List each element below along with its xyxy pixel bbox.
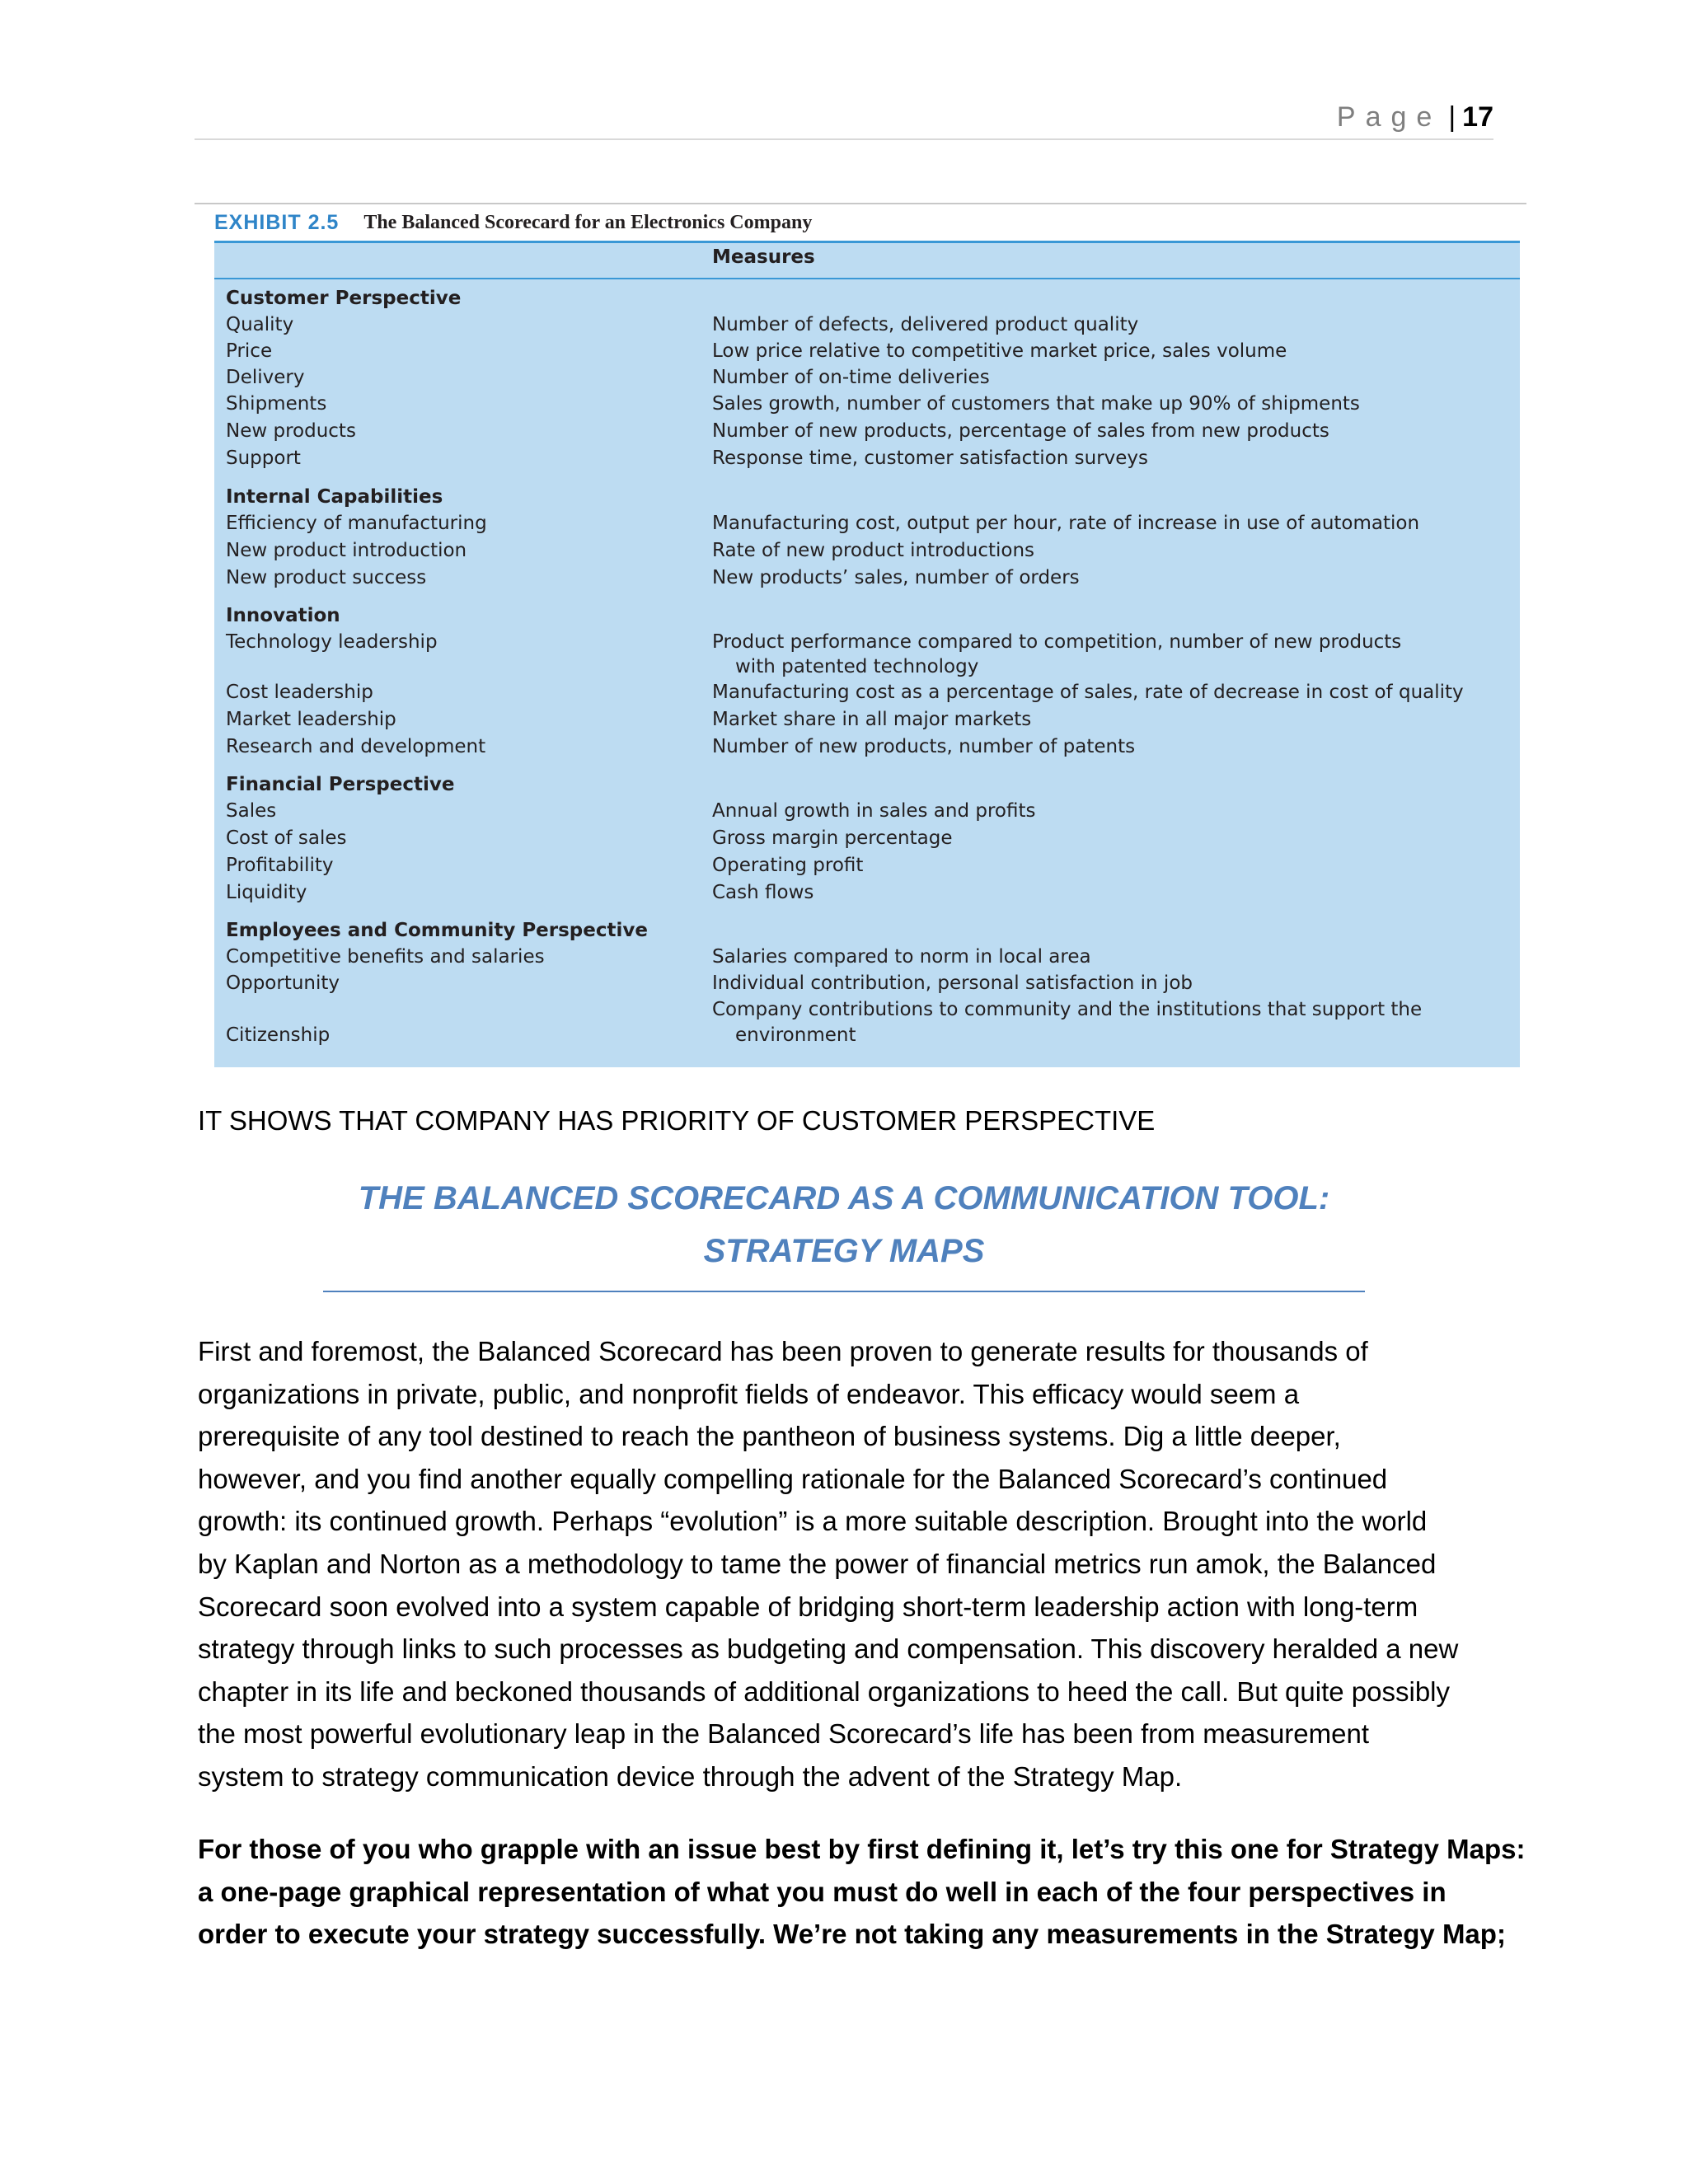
paragraph-line: system to strategy communication device through the advent of the Strategy Map. (198, 1760, 1183, 1792)
section-title: Financial Perspective (226, 774, 455, 795)
paragraph-line: organizations in private, public, and nonprofit fields of endeavor. This efficacy would seem a (198, 1378, 1300, 1409)
table-measure: Company contributions to community and the institutions that support the (712, 999, 1423, 1020)
table-measure: New products’ sales, number of orders (712, 567, 1080, 588)
table-measure: Manufacturing cost as a percentage of sales, rate of decrease in cost of quality (712, 682, 1464, 703)
paragraph-line: Scorecard soon evolved into a system capable of bridging short-term leadership action with long-term (198, 1591, 1418, 1622)
section-heading (323, 1172, 1365, 1277)
section-title: Customer Perspective (226, 288, 462, 309)
exhibit-note: IT SHOWS THAT COMPANY HAS PRIORITY OF CUSTOMER PERSPECTIVE (198, 1105, 1156, 1136)
table-measure: Gross margin percentage (712, 827, 953, 849)
paragraph-line: growth: its continued growth. Perhaps “evolution” is a more suitable description. Brought into the world (198, 1506, 1428, 1537)
table-measure: Number of new products, number of patents (712, 736, 1136, 757)
table-measure: Product performance compared to competition, number of new products (712, 631, 1402, 653)
heading-rule (323, 1291, 1365, 1292)
table-item: Competitive benefits and salaries (226, 946, 545, 968)
paragraph-line: the most powerful evolutionary leap in the Balanced Scorecard’s life has been from measurement (198, 1718, 1369, 1750)
table-item: New product success (226, 567, 427, 588)
exhibit-figure (195, 203, 1526, 1067)
measures-column-header: Measures (712, 246, 815, 268)
table-measure: Salaries compared to norm in local area (712, 946, 1091, 968)
exhibit-label: EXHIBIT 2.5 (214, 210, 340, 234)
table-measure: Number of new products, percentage of sales from new products (712, 420, 1329, 442)
table-measure: Operating profit (712, 855, 864, 876)
bold-paragraph (198, 1828, 1526, 1956)
exhibit-title-row (195, 204, 1526, 241)
table-item: Delivery (226, 367, 305, 388)
table-measure: Annual growth in sales and profits (712, 800, 1036, 822)
table-item: Price (226, 340, 273, 362)
table-item: New products (226, 420, 356, 442)
table-item: Citizenship (226, 1024, 331, 1046)
page-number: 17 (1462, 101, 1493, 133)
table-item: Efficiency of manufacturing (226, 513, 487, 534)
paragraph-line: For those of you who grapple with an issue best by first defining it, let’s try this one for Strategy Maps: (198, 1834, 1526, 1864)
paragraph-line: however, and you find another equally compelling rationale for the Balanced Scorecard’s continued (198, 1463, 1388, 1494)
table-item: Quality (226, 314, 294, 335)
table-measure-continued: environment (735, 1024, 856, 1046)
table-item: Sales (226, 800, 277, 822)
table-item: Support (226, 448, 301, 469)
table-measure: Rate of new product introductions (712, 540, 1035, 561)
paragraph-line: by Kaplan and Norton as a methodology to tame the power of financial metrics run amok, the Balanced (198, 1548, 1437, 1579)
paragraph-line: chapter in its life and beckoned thousands of additional organizations to heed the call. But quite possibly (198, 1675, 1450, 1707)
section-title: Internal Capabilities (226, 486, 443, 508)
table-item: Profitability (226, 855, 334, 876)
table-item: Cost of sales (226, 827, 347, 849)
table-item: Opportunity (226, 972, 340, 994)
paragraph-line: prerequisite of any tool destined to reach the pantheon of business systems. Dig a little deeper, (198, 1421, 1341, 1452)
paragraph-line: First and foremost, the Balanced Scorecard has been proven to generate results for thousands of (198, 1336, 1368, 1366)
scorecard-table (214, 241, 1520, 1067)
table-measure: Number of defects, delivered product quality (712, 314, 1139, 335)
section-title: Innovation (226, 605, 340, 626)
table-measure: Manufacturing cost, output per hour, rate of increase in use of automation (712, 513, 1420, 534)
table-measure: Market share in all major markets (712, 709, 1032, 730)
page-header (195, 97, 1493, 140)
table-measure: Sales growth, number of customers that make up 90% of shipments (712, 393, 1360, 415)
table-measure-continued: with patented technology (735, 656, 979, 677)
table-item: Research and development (226, 736, 486, 757)
table-item: New product introduction (226, 540, 467, 561)
exhibit-title: The Balanced Scorecard for an Electronics Company (363, 211, 813, 233)
section-title: Employees and Community Perspective (226, 920, 648, 941)
page-number-line (1337, 101, 1493, 134)
page-word: Page (1336, 101, 1442, 133)
table-item: Liquidity (226, 882, 307, 903)
table-item: Shipments (226, 393, 327, 415)
heading-line-1: THE BALANCED SCORECARD AS A COMMUNICATION TOOL: (358, 1180, 1330, 1216)
table-measure: Cash flows (712, 882, 814, 903)
table-measure: Low price relative to competitive market price, sales volume (712, 340, 1287, 362)
paragraph-line: order to execute your strategy successfully. We’re not taking any measurements in the Strategy Map; (198, 1919, 1506, 1950)
page-separator: | (1448, 101, 1456, 133)
table-measure: Individual contribution, personal satisfaction in job (712, 972, 1193, 994)
table-measure: Number of on-time deliveries (712, 367, 990, 388)
table-item: Market leadership (226, 709, 396, 730)
table-item: Technology leadership (226, 631, 438, 653)
paragraph-line: strategy through links to such processes as budgeting and compensation. This discovery heralded a new (198, 1633, 1459, 1665)
paragraph-line: a one-page graphical representation of what you must do well in each of the four perspectives in (198, 1876, 1447, 1907)
body-paragraph (198, 1330, 1500, 1798)
table-measure: Response time, customer satisfaction surveys (712, 448, 1149, 469)
table-item: Cost leadership (226, 682, 373, 703)
heading-line-2: STRATEGY MAPS (703, 1233, 985, 1269)
header-rule (214, 278, 1520, 279)
